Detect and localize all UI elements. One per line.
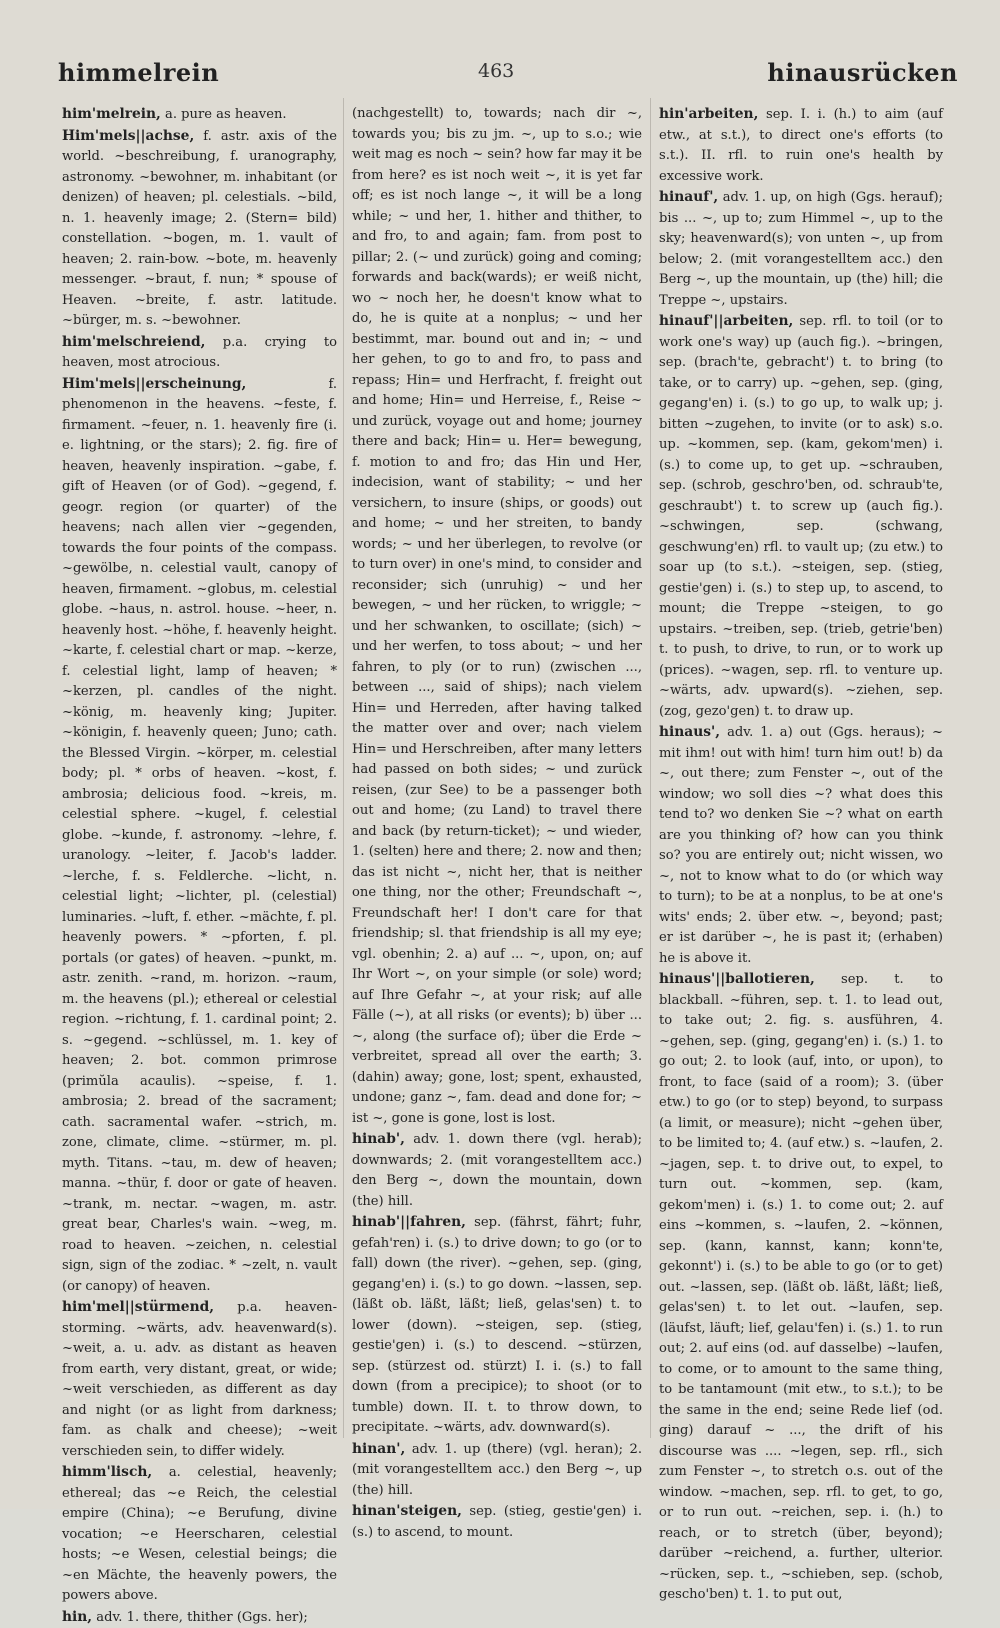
column-divider [343,98,344,1438]
entry-headword: Him'mels||achse, [62,128,194,144]
entry-headword: hinab', [352,1131,405,1147]
dictionary-entry [62,332,337,374]
dictionary-entry [659,969,943,1606]
entry-definition: adv. 1. up (there) (vgl. heran); 2. (mit vorangestelltem acc.) den Berg ~, up (the) hill. [352,1442,642,1498]
dictionary-entry [659,104,943,187]
entry-definition: sep. rfl. to toil (or to work one's way) up (auch fig.). ~bringen, sep. (brach'te, gebracht') t. to bring (to take, or to carry) up. ~gehen, sep. (ging, gegang'en) i. (s.) to go up, to walk up; j. bitten ~zugehen, to invite (or to ask) s.o. up. ~kommen, sep. (kam, gekom'men) i. (s.) to come up, to get up. ~schrauben, sep. (schrob, geschro'ben, od. schraub'te, geschraubt') t. to screw up (auch fig.). ~schwingen, sep. (schwang, geschwung'en) rfl. to vault up; (zu etw.) to soar up (to s.t.). ~steigen, sep. (stieg, gestie'gen) i. (s.) to step up, to ascend, to mount; die Treppe ~steigen, to go upstairs. ~treiben, sep. (trieb, getrie'ben) t. to push, to drive, to run, or to work up (prices). ~wagen, sep. rfl. to venture up. ~wärts, adv. upward(s). ~ziehen, sep. (zog, gezo'gen) t. to draw up. [659,314,943,719]
entry-headword: hin, [62,1609,92,1625]
entry-headword: hinan', [352,1441,405,1457]
entry-headword: himm'lisch, [62,1464,152,1480]
entry-definition: sep. t. to blackball. ~führen, sep. t. 1. to lead out, to take out; 2. fig. s. ausführen, 4. ~gehen, sep. (ging, gegang'en) i. (s.) 1. to go out; 2. to look (auf, into, or upon), to front, to face (said of a room); 3. (über etw.) to go (or to step) beyond, to surpass (a limit, or measure); nicht ~gehen über, to be limited to; 4. (auf etw.) s. ~laufen, 2. ~jagen, sep. t. to drive out, to expel, to turn out. ~kommen, sep. (kam, gekom'men) i. (s.) 1. to come out; 2. auf eins ~kommen, s. ~laufen, 2. ~können, sep. (kann, kannst, kann; konn'te, gekonnt') i. (s.) to be able to go (or to get) out. ~lassen, sep. (läßt ob. läßt, läßt; ließ, gelas'sen) t. to let out. ~laufen, sep. (läufst, läuft; lief, gelau'fen) i. (s.) 1. to run out; 2. auf eins (od. auf dasselbe) ~laufen, to come, or to amount to the same thing, to be tantamount (mit etw., to s.t.); to be the same in the end; seine Rede lief (od. ging) darauf ~ ..., the drift of his discourse was .... ~legen, sep. rfl., sich zum Fenster ~, to stretch o.s. out of the window. ~machen, sep. rfl. to get, to go, or to run out. ~reichen, sep. i. (h.) to reach, or to stretch (über, beyond); darüber ~reichend, a. further, ulterior. ~rücken, sep. t., ~schieben, sep. (schob, gescho'ben) t. 1. to put out, [659,972,943,1602]
entry-definition: adv. 1. there, thither (Ggs. her); [96,1610,308,1625]
dictionary-entry [659,187,943,311]
dictionary-entry [62,374,337,1298]
left-running-headword: himmelrein [58,58,219,87]
dictionary-entry [659,311,943,722]
entry-headword: Him'mels||erscheinung, [62,376,246,392]
dictionary-entry [62,104,337,126]
entry-definition: sep. (fährst, fährt; fuhr, gefah'ren) i. (s.) to drive down; to go (or to fall) down (the river). ~gehen, sep. (ging, gegang'en) i. (s.) to go down. ~lassen, sep. (läßt ob. läßt, läßt; ließ, gelas'sen) t. to lower (down). ~steigen, sep. (stieg, gestie'gen) i. (s.) to descend. ~stürzen, sep. (stürzest od. stürzt) I. i. (s.) to fall down (from a precipice); to shoot (or to tumble) down. II. t. to throw down, to precipitate. ~wärts, adv. downward(s). [352,1215,642,1435]
dictionary-entry [352,104,642,1129]
entry-definition: adv. 1. up, on high (Ggs. herauf); bis ... ~, up to; zum Himmel ~, up to the sky; heavenward(s); von unten ~, up from below; 2. (mit vorangestelltem acc.) den Berg ~, up the mountain, up (the) hill; die Treppe ~, upstairs. [659,190,943,308]
dictionary-entry [352,1439,642,1502]
dictionary-entry [62,1462,337,1607]
entry-definition: a. pure as heaven. [165,107,287,122]
entry-headword: hin'arbeiten, [659,106,758,122]
column-middle [352,104,642,1434]
column-divider [650,98,651,1438]
entry-definition: p.a. heaven-storming. ~wärts, adv. heavenward(s). ~weit, a. u. adv. as distant as heaven from earth, very distant, great, or wide; ~weit verschieden, as different as day and night (or as light from darkness; fam. as chalk and cheese); ~weit verschieden sein, to differ widely. [62,1300,337,1459]
dictionary-entry [659,722,943,969]
entry-definition: sep. I. i. (h.) to aim (auf etw., at s.t.), to direct one's efforts (to s.t.). II. rfl. to ruin one's health by excessive work. [659,107,943,184]
dictionary-entry [62,126,337,332]
dictionary-entry [62,1297,337,1462]
entry-definition: f. phenomenon in the heavens. ~feste, f. firmament. ~feuer, n. 1. heavenly fire (i. e. lightning, or the stars); 2. fig. fire of heaven, heavenly inspiration. ~gabe, f. gift of Heaven (or of God). ~gegend, f. geogr. region (or quarter) of the heavens; nach allen vier ~gegenden, towards the four points of the compass. ~gewölbe, n. celestial vault, canopy of heaven, firmament. ~globus, m. celestial globe. ~haus, n. astrol. house. ~heer, n. heavenly host. ~höhe, f. heavenly height. ~karte, f. celestial chart or map. ~kerze, f. celestial light, lamp of heaven; * ~kerzen, pl. candles of the night. ~könig, m. heavenly king; Jupiter. ~königin, f. heavenly queen; Juno; cath. the Blessed Virgin. ~körper, m. celestial body; pl. * orbs of heaven. ~kost, f. ambrosia; delicious food. ~kreis, m. celestial sphere. ~kugel, f. celestial globe. ~kunde, f. astronomy. ~lehre, f. uranology. ~leiter, f. Jacob's ladder. ~lerche, f. s. Feldlerche. ~licht, n. celestial light; ~lichter, pl. (celestial) luminaries. ~luft, f. ether. ~mächte, f. pl. heavenly powers. * ~pforten, f. pl. portals (or gates) of heaven. ~punkt, m. astr. zenith. ~rand, m. horizon. ~raum, m. the heavens (pl.); ethereal or celestial region. ~richtung, f. 1. cardinal point; 2. s. ~gegend. ~schlüssel, m. 1. key of heaven; 2. bot. common primrose (primŭla acaulis). ~speise, f. 1. ambrosia; 2. bread of the sacrament; cath. sacramental wafer. ~strich, m. zone, climate, clime. ~stürmer, m. pl. myth. Titans. ~tau, m. dew of heaven; manna. ~thür, f. door or gate of heaven. ~trank, m. nectar. ~wagen, m. astr. great bear, Charles's wain. ~weg, m. road to heaven. ~zeichen, n. celestial sign, sign of the zodiac. * ~zelt, n. vault (or canopy) of heaven. [62,377,337,1294]
right-running-headword: hinausrücken [767,58,958,87]
page-number: 463 [478,60,514,82]
entry-headword: hinab'||fahren, [352,1214,466,1230]
page-header [58,56,958,90]
dictionary-entry [352,1212,642,1439]
entry-definition: f. astr. axis of the world. ~beschreibung, f. uranography, astronomy. ~bewohner, m. inhabitant (or denizen) of heaven; pl. celestials. ~bild, n. 1. heavenly image; 2. (Stern= bild) constellation. ~bogen, m. 1. vault of heaven; 2. rain-bow. ~bote, m. heavenly messenger. ~braut, f. nun; * spouse of Heaven. ~breite, f. astr. latitude. ~bürger, m. s. ~bewohner. [62,129,337,329]
entry-headword: him'mel||stürmend, [62,1299,214,1315]
dictionary-entry [352,1501,642,1543]
entry-headword: hinaus'||ballotieren, [659,971,815,987]
entry-headword: him'melrein, [62,106,161,122]
entry-headword: hinauf'||arbeiten, [659,313,793,329]
entry-headword: hinan'steigen, [352,1503,462,1519]
entry-definition: a. celestial, heavenly; ethereal; das ~e Reich, the celestial empire (China); ~e Berufung, divine vocation; ~e Heerscharen, celestial hosts; ~e Wesen, celestial beings; die ~en Mächte, the heavenly powers, the powers above. [62,1465,337,1603]
entry-definition: adv. 1. down there (vgl. herab); downwards; 2. (mit vorangestelltem acc.) den Berg ~, down the mountain, down (the) hill. [352,1132,642,1209]
entry-definition: adv. 1. a) out (Ggs. heraus); ~ mit ihm! out with him! turn him out! b) da ~, out there; zum Fenster ~, out of the window; wo soll dies ~? what does this tend to? wo denken Sie ~? what on earth are you thinking of? how can you think so? you are entirely out; nicht wissen, wo ~, not to know what to do (or which way to turn); to be at a nonplus, to be at one's wits' ends; 2. über etw. ~, beyond; past; er ist darüber ~, he is past it; (erhaben) he is above it. [659,725,943,966]
column-left [62,104,337,1434]
entry-definition: (nachgestellt) to, towards; nach dir ~, towards you; bis zu jm. ~, up to s.o.; wie weit mag es noch ~ sein? how far may it be from here? es ist noch weit ~, it is yet far off; es ist noch lange ~, it will be a long while; ~ und her, 1. hither and thither, to and fro, to and again; fam. from post to pillar; 2. (~ und zurück) going and coming; forwards and back(wards); er weiß nicht, wo ~ noch her, he doesn't know what to do, he is quite at a nonplus; ~ und her bestimmt, mar. bound out and in; ~ und her gehen, to go to and fro, to pass and repass; Hin= und Herfracht, f. freight out and home; Hin= und Herreise, f., Reise ~ und zurück, voyage out and home; journey there and back; Hin= u. Her= bewegung, f. motion to and fro; das Hin und Her, indecision, want of stability; ~ und her versichern, to insure (ships, or goods) out and home; ~ und her streiten, to bandy words; ~ und her überlegen, to revolve (or to turn over) in one's mind, to consider and reconsider; sich (unruhig) ~ und her bewegen, ~ und her rücken, to wriggle; ~ und her schwanken, to oscillate; (sich) ~ und her werfen, to toss about; ~ und her fahren, to ply (or to run) (zwischen ..., between ..., said of ships); nach vielem Hin= und Herreden, after having talked the matter over and over; nach vielem Hin= und Herschreiben, after many letters had passed on both sides; ~ und zurück reisen, (zur See) to be a passenger both out and home; (zu Land) to travel there and back (by return-ticket); ~ und wieder, 1. (selten) here and there; 2. now and then; das ist nicht ~, nicht her, that is neither one thing, nor the other; Freundschaft ~, Freundschaft her! I don't care for that friendship; sl. that friendship is all my eye; vgl. obenhin; 2. a) auf ... ~, upon, on; auf Ihr Wort ~, on your simple (or sole) word; auf Ihre Gefahr ~, at your risk; auf alle Fälle (~), at all risks (or events); b) über ... ~, along (the surface of); über die Erde ~ verbreitet, spread all over the earth; 3. (dahin) away; gone, lost; spent, exhausted, undone; ganz ~, fam. dead and done for; ~ ist ~, gone is gone, lost is lost. [352,106,642,1126]
dictionary-entry [352,1129,642,1212]
entry-definition: sep. (stieg, gestie'gen) i. (s.) to ascend, to mount. [352,1504,642,1540]
column-right [659,104,943,1434]
entry-headword: him'melschreiend, [62,334,205,350]
dictionary-entry [62,1607,337,1628]
entry-headword: hinauf', [659,189,718,205]
entry-definition: p.a. crying to heaven, most atrocious. [62,335,337,371]
entry-headword: hinaus', [659,724,720,740]
